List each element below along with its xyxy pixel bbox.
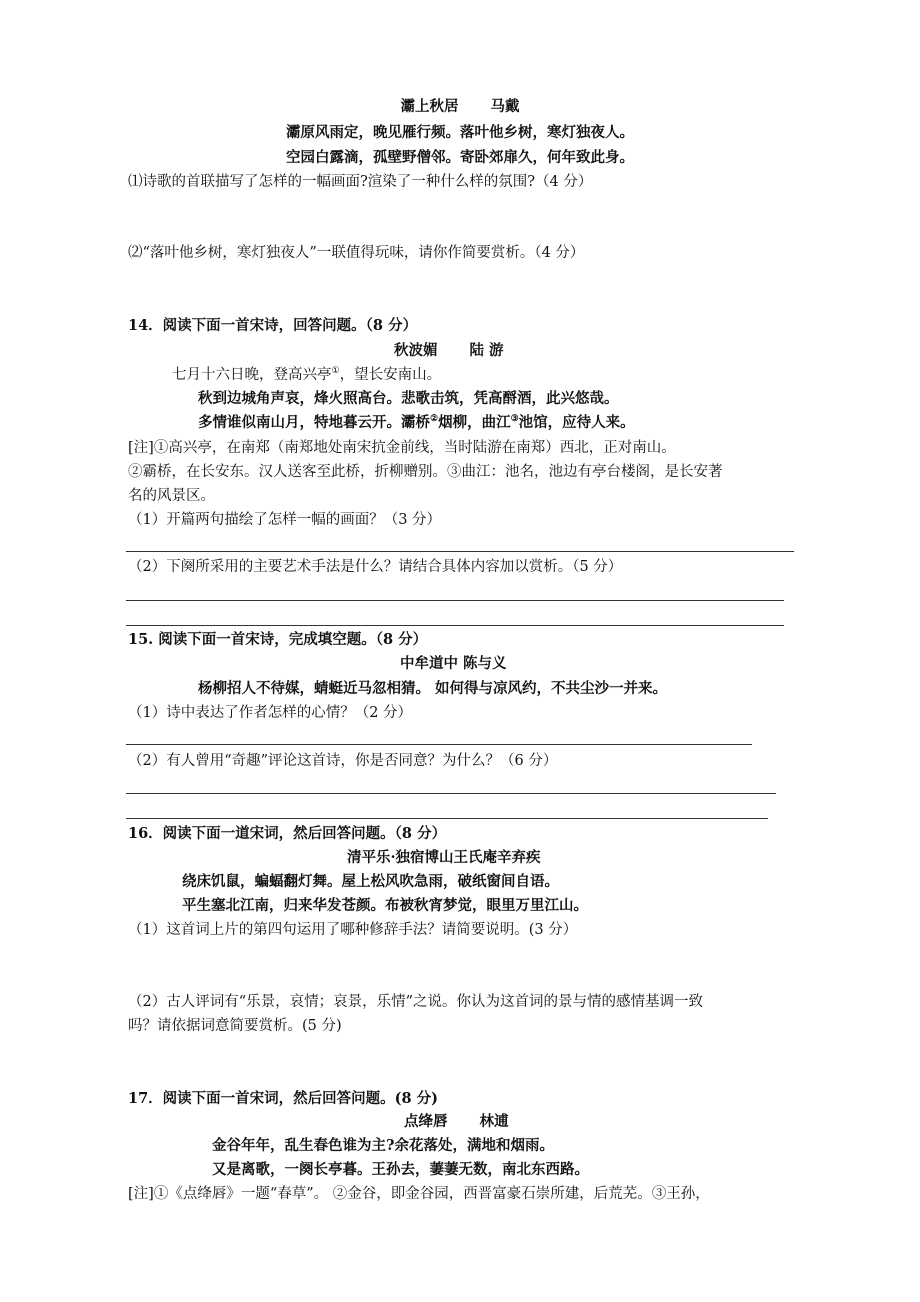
q17-line-2: 又是离歌，一阕长亭暮。王孙去，萋萋无数，南北东西路。 [212,1161,589,1178]
q16-title: 清平乐·独宿博山王氏庵辛弃疾 [347,849,541,866]
answer-line [126,818,768,819]
q16-subquestion-2a: （2）古人评词有“乐景，哀情；哀景，乐情”之说。你认为这首词的景与情的感情基调一致 [128,994,704,1010]
poem13-line-2: 空园白露滴，孤壁野僧邻。寄卧郊扉久，何年致此身。 [286,149,634,166]
q15-subquestion-1: （1）诗中表达了作者怎样的心情？（2 分） [128,705,413,721]
q16-line-1: 绕床饥鼠，蝙蝠翻灯舞。屋上松风吹急雨，破纸窗间自语。 [182,873,559,890]
answer-line [126,551,794,552]
q16-subquestion-2b: 吗？请依据词意简要赏析。(5 分) [128,1018,342,1034]
q17-note-1: [注]①《点绛唇》一题“春草”。 ②金谷，即金谷园，西晋富豪石崇所建，后荒芜。③王孙， [128,1186,710,1202]
poem13-line-1: 灞原风雨定，晚见雁行频。落叶他乡树，寒灯独夜人。 [286,124,634,141]
q15-line-1: 杨柳招人不待媒，蜻蜓近马忽相猜。 如何得与凉风约，不共尘沙一并来。 [198,680,668,697]
q15-subquestion-2: （2）有人曾用“奇趣”评论这首诗，你是否同意？为什么？（6 分） [128,753,558,769]
q17-line-1: 金谷年年，乱生春色谁为主?余花落处，满地和烟雨。 [212,1137,554,1154]
poem13-question-2: ⑵“落叶他乡树，寒灯独夜人”一联值得玩味，请你作简要赏析。（4 分） [128,245,585,261]
q15-header: 15. 阅读下面一首宋诗，完成填空题。（8 分） [128,631,428,648]
q14-line-1: 秋到边城角声哀，烽火照高台。悲歌击筑，凭高酹酒，此兴悠哉。 [198,390,619,407]
q14-note-2: ②霸桥，在长安东。汉人送客至此桥，折柳赠别。③曲江：池名，池边有亭台楼阁，是长安著 [128,464,723,480]
q16-line-2: 平生塞北江南，归来华发苍颜。布被秋宵梦觉，眼里万里江山。 [182,897,588,914]
q16-header: 16．阅读下面一道宋词，然后回答问题。（8 分） [128,825,447,842]
q14-header: 14．阅读下面一首宋诗，回答问题。（8 分） [128,317,418,334]
q14-note-3: 名的风景区。 [128,488,215,504]
q17-header: 17．阅读下面一首宋词，然后回答问题。(8 分) [128,1090,439,1107]
poem13-title: 灞上秋居 马戴 [400,98,520,115]
answer-line [126,744,752,745]
q14-line-2: 多情谁似南山月，特地暮云开。灞桥②烟柳，曲江③池馆，应待人来。 [198,414,635,431]
poem13-question-1: ⑴诗歌的首联描写了怎样的一幅画面?渲染了一种什么样的氛围?（4 分） [128,174,593,190]
q17-title: 点绛唇 林逋 [404,1113,509,1130]
q15-title: 中牟道中 陈与义 [400,655,507,672]
q14-preface: 七月十六日晚，登高兴亭①，望长安南山。 [172,366,442,383]
q16-subquestion-1: （1）这首词上片的第四句运用了哪种修辞手法？请简要说明。(3 分） [128,922,578,938]
q14-subquestion-1: （1）开篇两句描绘了怎样一幅的画面？（3 分） [128,512,442,528]
answer-line [126,625,784,626]
q14-note-1: [注]①高兴亭，在南郑（南郑地处南宋抗金前线，当时陆游在南郑）西北，正对南山。 [128,440,676,456]
answer-line [126,793,776,794]
q14-subquestion-2: （2）下阕所采用的主要艺术手法是什么？请结合具体内容加以赏析。（5 分） [128,559,623,575]
q14-title: 秋波媚 陆 游 [394,342,504,359]
answer-line [126,600,784,601]
